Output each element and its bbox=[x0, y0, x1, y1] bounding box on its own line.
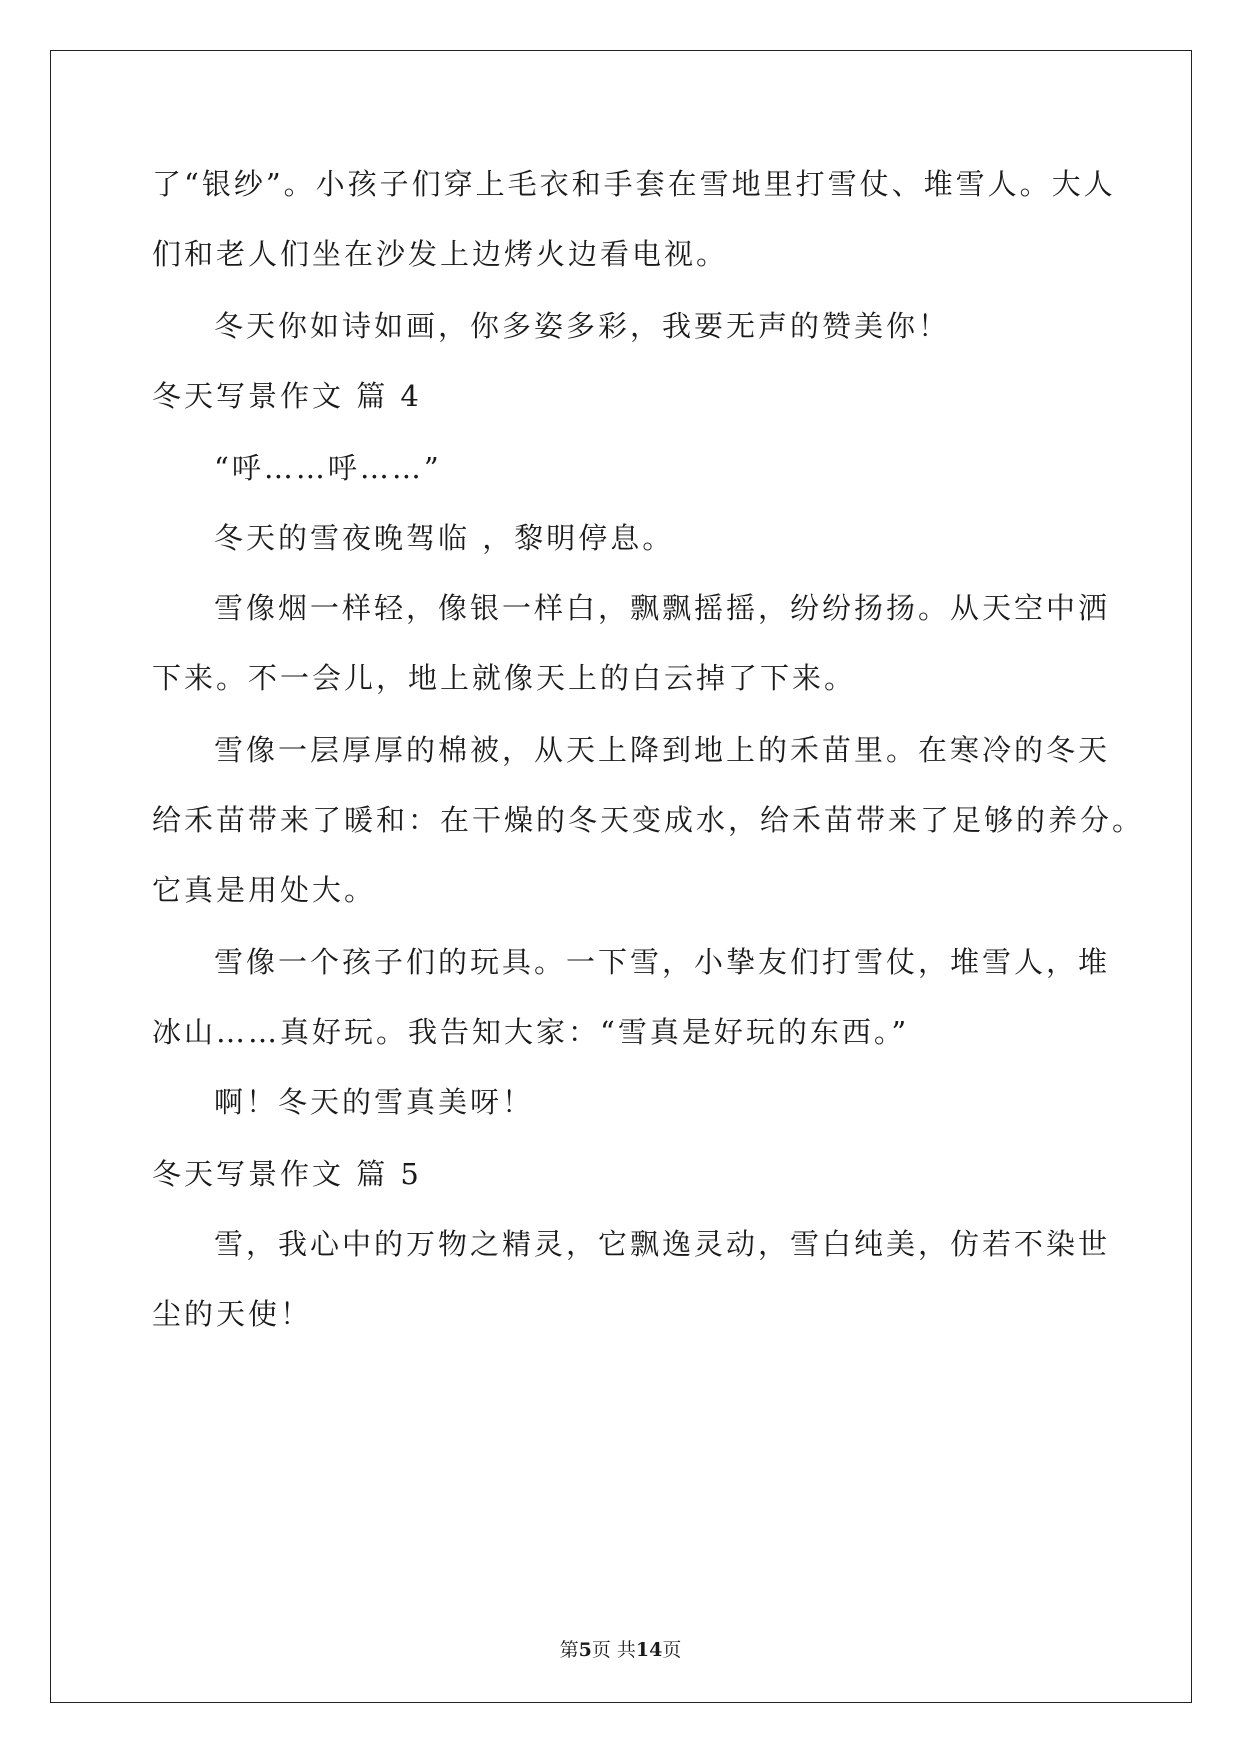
paragraph-line: 冬天你如诗如画，你多姿多彩，我要无声的赞美你！ bbox=[214, 309, 951, 343]
section-heading: 冬天写景作文 篇 4 bbox=[152, 379, 422, 413]
text-line: 给禾苗带来了暖和：在干燥的冬天变成水，给禾苗带来了足够的养分。 bbox=[152, 803, 1145, 837]
paragraph-line: 啊！冬天的雪真美呀！ bbox=[214, 1085, 535, 1119]
paragraph-line: 雪像一个孩子们的玩具。一下雪，小挚友们打雪仗，堆雪人，堆 bbox=[214, 945, 1111, 979]
paragraph-line: 雪，我心中的万物之精灵，它飘逸灵动，雪白纯美，仿若不染世 bbox=[214, 1227, 1111, 1261]
text-line: 尘的天使！ bbox=[152, 1297, 313, 1331]
footer-prefix: 第 bbox=[559, 1639, 579, 1661]
paragraph-line: 雪像一层厚厚的棉被，从天上降到地上的禾苗里。在寒冷的冬天 bbox=[214, 733, 1111, 767]
text-line: 它真是用处大。 bbox=[152, 873, 377, 907]
text-line: 了“银纱”。小孩子们穿上毛衣和手套在雪地里打雪仗、堆雪人。大人 bbox=[152, 167, 1116, 201]
current-page-number: 5 bbox=[578, 1639, 592, 1661]
footer-suffix: 页 bbox=[662, 1639, 682, 1661]
section-heading: 冬天写景作文 篇 5 bbox=[152, 1157, 422, 1191]
total-page-number: 14 bbox=[635, 1639, 663, 1661]
text-line: 冰山……真好玩。我告知大家：“雪真是好玩的东西。” bbox=[152, 1015, 910, 1049]
paragraph-line: 冬天的雪夜晚驾临 ，黎明停息。 bbox=[214, 521, 675, 555]
paragraph-line: 雪像烟一样轻，像银一样白，飘飘摇摇，纷纷扬扬。从天空中洒 bbox=[214, 591, 1111, 625]
paragraph-line: “呼……呼……” bbox=[214, 451, 442, 485]
text-line: 们和老人们坐在沙发上边烤火边看电视。 bbox=[152, 237, 729, 271]
text-line: 下来。不一会儿，地上就像天上的白云掉了下来。 bbox=[152, 661, 857, 695]
footer-mid: 页 共 bbox=[591, 1639, 636, 1661]
page-footer bbox=[0, 1635, 1241, 1662]
